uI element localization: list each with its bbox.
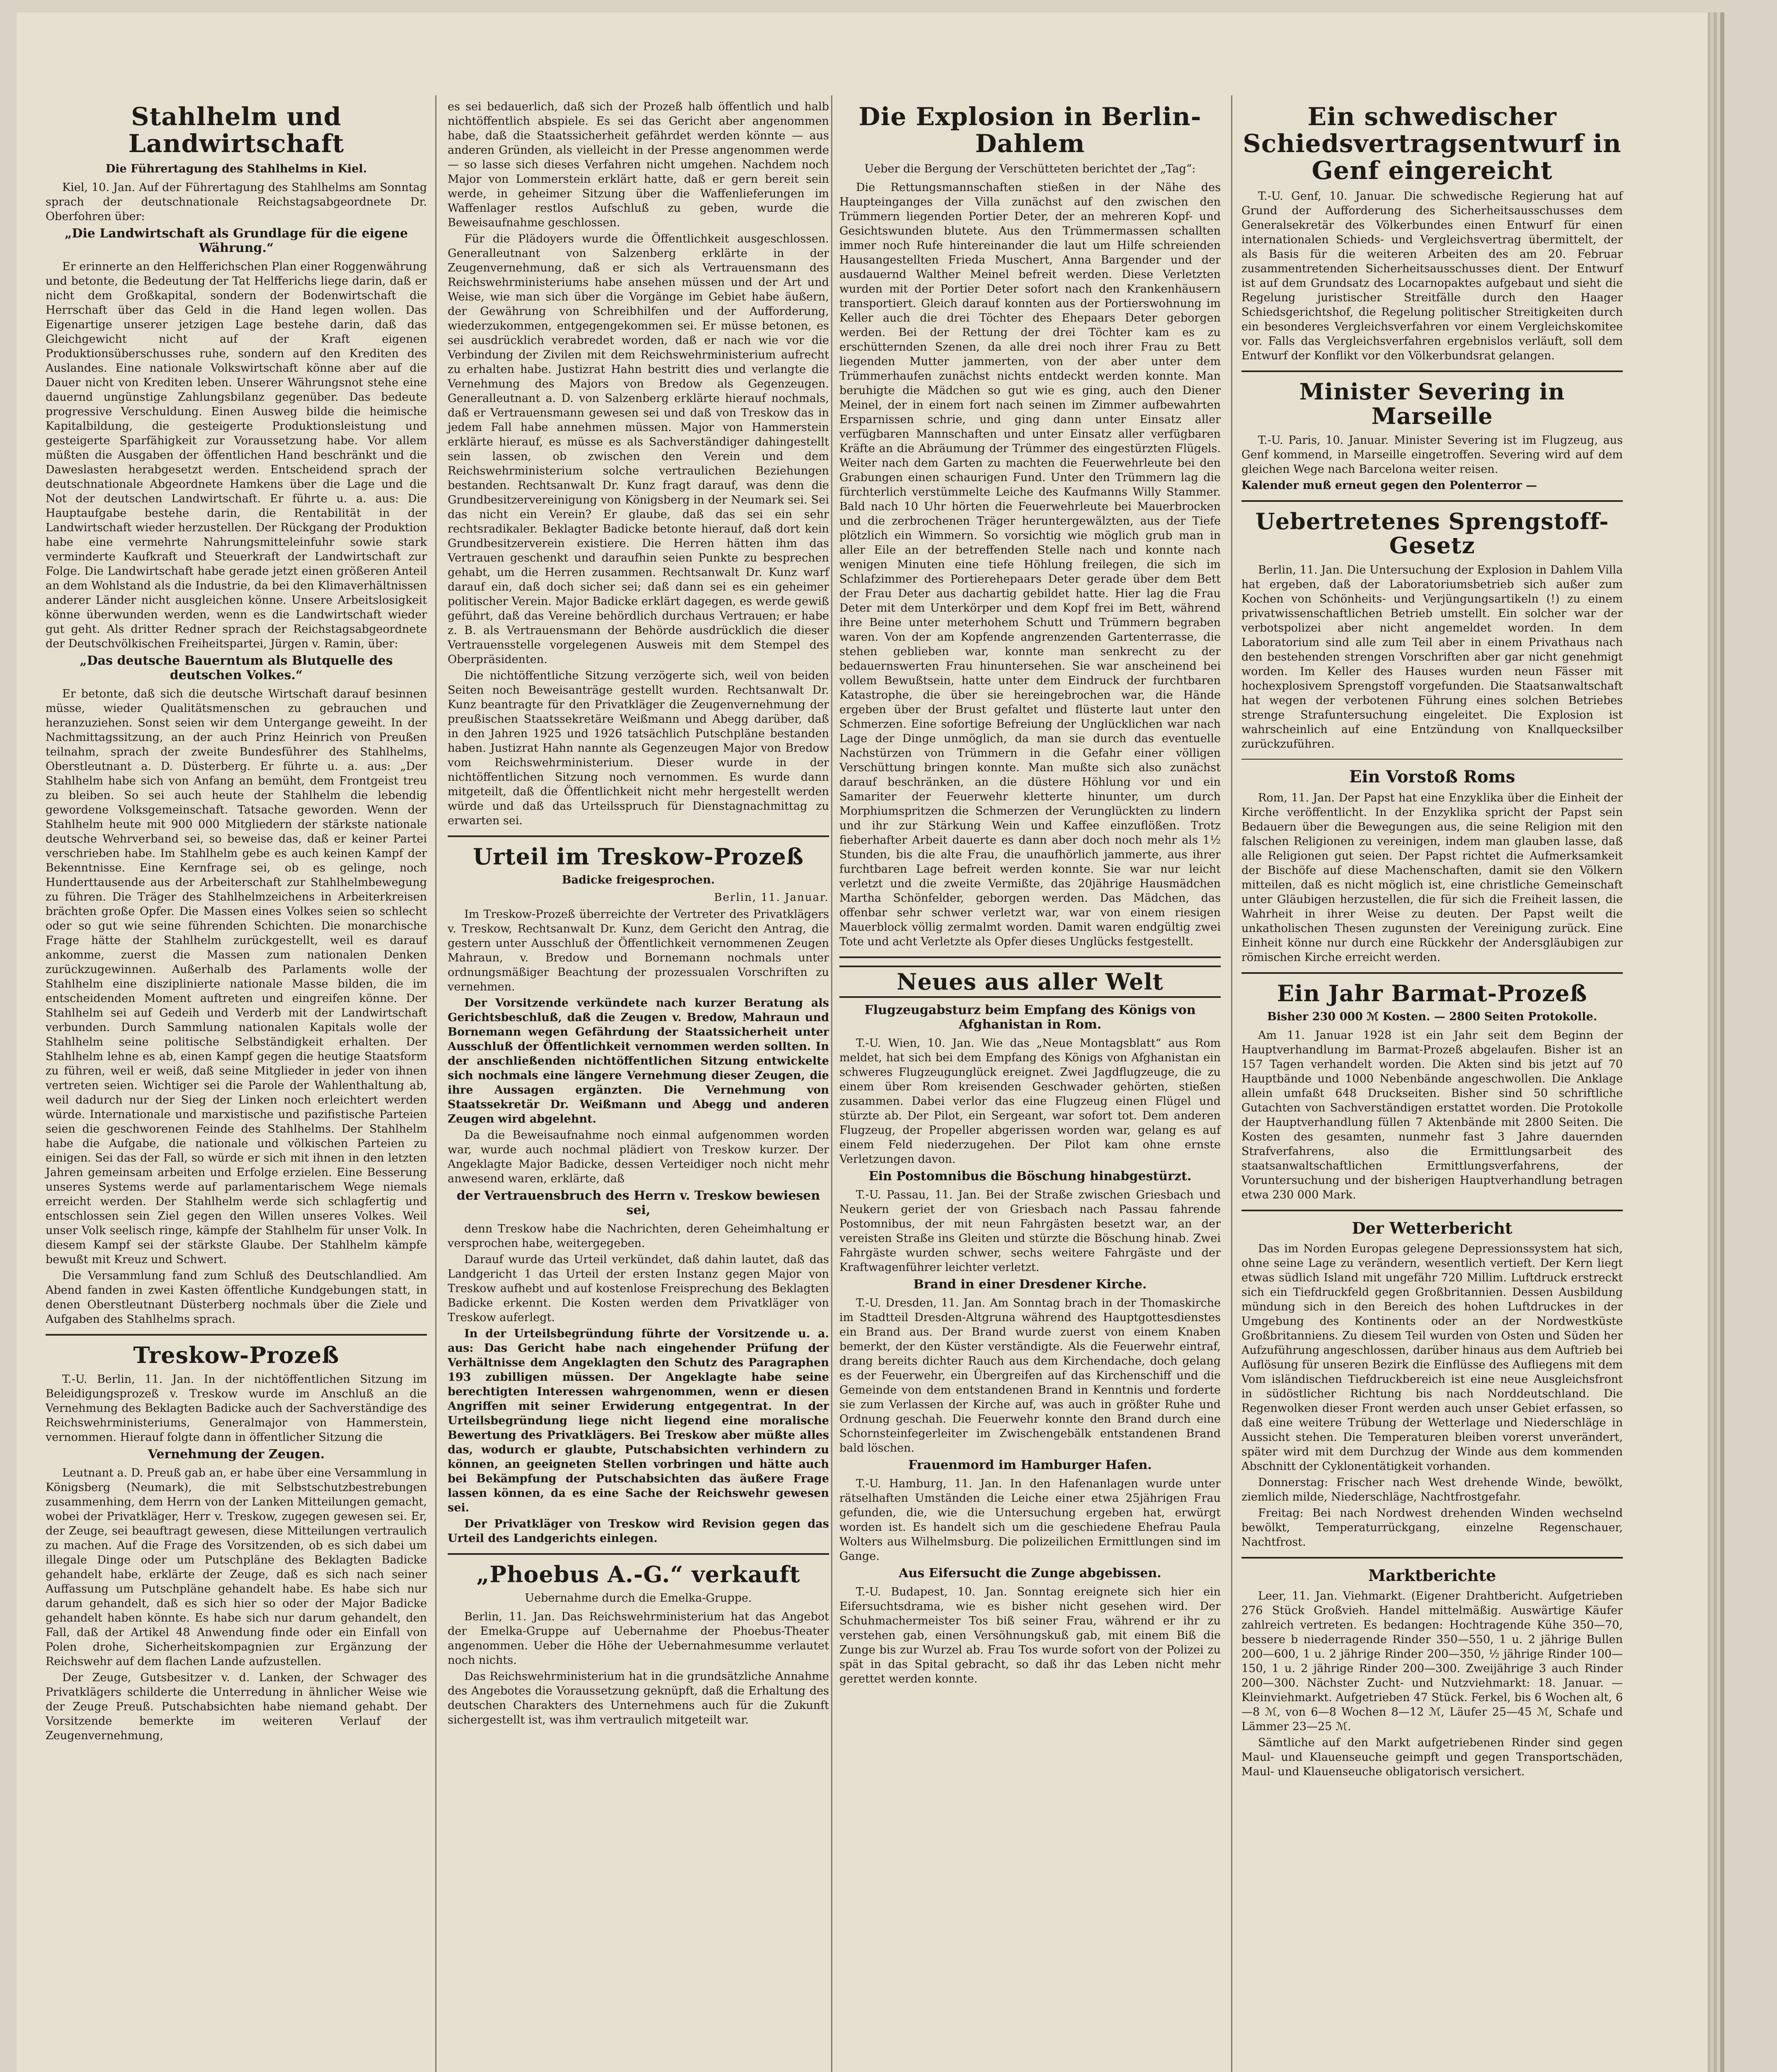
paragraph: Der Vorsitzende verkündete nach kurzer Beratung als Gerichtsbeschluß, daß die Zeugen v. Bredow, Mahraun und Bornemann wegen Gefährdung der Staatssicherheit unter Ausschluß der Öffentlichkeit vernommen werden sollten. In der anschließenden nichtöffentlichen Sitzung entwickelte sich nochmals eine längere Vernehmung dieser Zeugen, die ihre Aussagen ergänzten. Die Vernehmung von Staatssekretär Dr. Weißmann und Abegg und anderen Zeugen wird abgelehnt. — [448, 997, 829, 1126]
paragraph: es sei bedauerlich, daß sich der Prozeß halb öffentlich und halb nichtöffentlich abspiele. Es sei das Gericht aber angenommen habe, daß die Staatssicherheit gefährdet werden könnte — aus anderen Gründen, als vielleicht in der Presse angenommen werde — so lasse sich dieses Verfahren nicht umgehen. Nachdem noch Major von Lommerstein erklärt hatte, daß er gern bereit sein werde, in geheimer Sitzung über die Waffenlieferungen im Waffenlager restlos Aufschluß zu geben, wurde die Beweisaufnahme geschlossen. — [448, 100, 829, 229]
section-heading: der Vertrauensbruch des Herrn v. Treskow bewiesen sei, — [456, 1188, 820, 1218]
headline-barmat: Ein Jahr Barmat-Prozeß — [1277, 980, 1588, 1007]
paragraph: T.-U. Berlin, 11. Jan. In der nichtöffentlichen Sitzung im Beleidigungsprozeß v. Treskow wurde im Anschluß an die Vernehmung des Beklagten Badicke auch der Sachverständige des Reichswehrministeriums, Generalmajor von Hammerstein, vernommen. Hierauf folgte dann in öffentlicher Sitzung die — [46, 1372, 427, 1444]
headline-neues: Neues aus aller Welt — [839, 966, 1221, 998]
subheadline: Die Führertagung des Stahlhelms in Kiel. — [105, 162, 367, 175]
article-divider — [839, 956, 1221, 958]
paragraph: Er betonte, daß sich die deutsche Wirtschaft darauf besinnen müsse, wieder Qualitätsmenschen zu gebrauchen und heranzuziehen. Sonst seien wir dem Untergange geweiht. In der Nachmittagssitzung, an der auch Prinz Heinrich von Preußen teilnahm, sprach der zweite Bundesführer des Stahlhelms, Oberstleutnant a. D. Düsterberg. Er führte u. a. aus: „Der Stahlhelm habe sich von Anfang an bemüht, dem Frontgeist treu zu bleiben. So sei auch heute der Stahlhelm die lebendig gewordene Volksgemeinschaft. Tatsache geworden. Wenn der Stahlhelm heute mit 900 000 Mitgliedern der stärkste nationale deutsche Wehrverband sei, so beweise das, daß er keiner Partei verschrieben habe. Im Stahlhelm gebe es auch keinen Kampf der Bekenntnisse. Eine Kernfrage sei, ob es gelinge, noch Hunderttausende aus der Arbeiterschaft zur Stahlhelmbewegung zu führen. Die Träger des Stahlhelmzeichens in Arbeiterkreisen brächten große Opfer. Die Massen eines Volkes seien so schlecht oder so gut wie seine führenden Schichten. Die monarchische Frage hätte der Stahlhelm zurückgestellt, weil es darauf ankomme, zuerst die Massen zum nationalen Denken zurückzugewinnen. Außerhalb des Parlaments wolle der Stahlhelm eine disziplinierte nationale Masse bilden, die im entscheidenden Moment auftreten und eingreifen könne. Der Stahlhelm sei auf Gedeih und Verderb mit der Landwirtschaft verbunden. Durch Sammlung nationalen Kapitals wolle der Stahlhelm seine politische Selbständigkeit erhalten. Der Stahlhelm lehne es ab, einen Kampf gegen die heutige Staatsform zu führen, weil er weiß, daß seine Mitglieder in jeder von ihnen vertreten seien. Wichtiger sei die Parole der Wahlenthaltung ab, weil dadurch nur der Sieg der Linken noch erleichtert werden würde. Internationale und marxistische und pazifistische Parteien seien die geschworenen Feinde des Stahlhelms. Der Stahlhelm habe die Aufgabe, die nationale und völkischen Parteien zu einigen. Sei das der Fall, so würde er sich mit ihnen in den letzten Jahren gemeinsam arbeiten und Erfolge erzielen. Eine Besserung unseres Systems werde auf parlamentarischem Wege niemals erreicht werden. Der Stahlhelm werde sich schlagfertig und entschlossen sein Ziel gegen den Willen unseres Volkes. Weil unser Volk seelisch ringe, kämpfe der Stahlhelm für unser Volk. In diesem Kampf sei der stärkste Glaube. Der Stahlhelm kämpfe bewußt mit Kreuz und Schwert. — [46, 687, 427, 1266]
column-3 — [839, 99, 1221, 1688]
paragraph: denn Treskow habe die Nachrichten, deren Geheimhaltung er versprochen habe, weitergegeben. — [448, 1222, 829, 1250]
article-divider — [448, 1553, 829, 1555]
paragraph: T.-U. Passau, 11. Jan. Bei der Straße zwischen Griesbach und Neukern geriet der von Griesbach nach Passau fahrende Postomnibus, der mit neun Fahrgästen besetzt war, an der vereisten Straße ins Gleiten und stürzte die Böschung hinab. Zwei Fahrgäste wurden schwer, sechs weitere Fahrgäste und der Kraftwagenführer leichter verletzt. — [839, 1188, 1221, 1274]
article-divider — [1241, 370, 1623, 372]
headline-phoebus: „Phoebus A.-G.“ verkauft — [476, 1561, 800, 1588]
article-divider — [1241, 759, 1623, 760]
headline-urteil: Urteil im Treskow-Prozeß — [473, 843, 804, 870]
paragraph: Kiel, 10. Jan. Auf der Führertagung des Stahlhelms am Sonntag sprach der deutschnationale Reichstagsabgeordnete Dr. Oberfohren über: — [46, 181, 427, 223]
paragraph: Berlin, 11. Jan. Die Untersuchung der Explosion in Dahlem Villa hat ergeben, daß der Laboratoriumsbetrieb sich außer zum Kochen von Schönheits- und Verjüngungsartikeln (!) zu einem privatwissenschaftlichen Betrieb umstellt. Ein solcher war der verbotspolizei aber nicht angemeldet worden. In dem Laboratorium sind alle zum Teil aber in einem Privathaus nach den bestehenden strengen Vorschriften aber gar nicht genehmigt worden. Im Keller des Hauses wurden neun Fässer mit hochexplosivem Sprengstoff vorgefunden. Die Staatsanwaltschaft hat wegen der verbotenen Führung eines solchen Betriebes strenge Strafuntersuchung eingeleitet. Die Explosion ist wahrscheinlich auf eine Entzündung von Knallquecksilber zurückzuführen. — [1241, 563, 1623, 750]
newspaper-page — [17, 12, 1708, 2072]
section-heading: Vernehmung der Zeugen. — [148, 1447, 325, 1462]
note-line: Kalender muß erneut gegen den Polenterror — — [1241, 479, 1537, 492]
paragraph: T.-U. Hamburg, 11. Jan. In den Hafenanlagen wurde unter rätselhaften Umständen die Leiche einer etwa 25jährigen Frau gefunden, die, wie die Untersuchung ergeben hat, erwürgt worden ist. Es handelt sich um die geschiedene Ehefrau Paula Wolters aus Wilhelmsburg. Die polizeilichen Ermittlungen sind im Gange. — [839, 1477, 1221, 1563]
article-divider — [1241, 972, 1623, 974]
paragraph: Der Zeuge, Gutsbesitzer v. d. Lanken, der Schwager des Privatklägers schilderte die Unterredung in ähnlicher Weise wie der Zeuge Preuß. Putschabsichten habe niemand gehabt. Der Vorsitzende bemerkte im weiteren Verlauf der Zeugenvernehmung, — [46, 1671, 427, 1742]
section-heading: Ein Postomnibus die Böschung hinabgestürzt. — [868, 1169, 1192, 1184]
paragraph: Im Treskow-Prozeß überreichte der Vertreter des Privatklägers v. Treskow, Rechtsanwalt Dr. Kunz, dem Gericht den Antrag, die gestern unter Ausschluß der Öffentlichkeit vernommenen Zeugen Mahraun, v. Bredow und Bornemann nochmals unter ordnungsmäßiger Beachtung der prozessualen Vorschriften zu vernehmen. — [448, 908, 829, 994]
paragraph: Er erinnerte an den Helfferichschen Plan einer Roggenwährung und betonte, die Bedeutung der Tat Helfferichs liege darin, daß er nicht dem Großkapital, sondern der Bodenwirtschaft die Herrschaft über das Geld in die Hand legen wollen. Das Eigenartige unserer jetzigen Lage bestehe darin, daß das Gleichgewicht nicht auf der Kraft eigenen Produktionsüberschusses ruhe, sondern auf den Krediten des Auslandes. Eine nationale Volkswirtschaft könne aber auf die Dauer nicht von Krediten leben. Unserer Währungsnot stehe eine dauernd ungünstige Zahlungsbilanz gegenüber. Das bedeute progressive Verschuldung. Einen Ausweg bilde die heimische Kapitalbildung, die gesteigerte Produktionsleistung und gesteigerte Sparfähigkeit zur Voraussetzung habe. Vor allem müßten die Ausgaben der öffentlichen Hand beschränkt und die Daweslasten herabgesetzt werden. Entscheidend sprach der deutschnationale Abgeordnete Hamkens über die Lage und die Not der deutschen Landwirtschaft. Er führte u. a. aus: Die Hauptaufgabe bestehe darin, die Rentabilität in der Landwirtschaft wieder herzustellen. Der Rückgang der Produktion habe eine vermehrte Nahrungsmitteleinfuhr sowie stark verminderte Kaufkraft und Steuerkraft der Landwirtschaft zur Folge. Die Landwirtschaft habe gerade jetzt einen größeren Anteil an dem Wohlstand als die Industrie, da bei den Klimaverhältnissen anderer Länder nicht ausgleichen könne. Unsere Arbeitslosigkeit könne überwunden werden, wenn es die Landwirtschaft wieder gut geht. Als dritter Redner sprach der Reichstagsabgeordnete der Deutschvölkischen Freiheitspartei, Jürgen v. Ramin, über: — [46, 260, 427, 650]
paragraph: T.-U. Paris, 10. Januar. Minister Severing ist im Flugzeug, aus Genf kommend, in Marseille eingetroffen. Severing wird auf dem gleichen Wege nach Barcelona weiter reisen. — [1241, 434, 1623, 476]
headline-severing: Minister Severing in Marseille — [1299, 378, 1565, 429]
paragraph: Darauf wurde das Urteil verkündet, daß dahin lautet, daß das Landgericht 1 das Urteil der ersten Instanz gegen Major von Treskow aufhebt und auf kostenlose Freisprechung des Beklagten Badicke erkennt. Die Kosten werden dem Privatkläger von Treskow auferlegt. — [448, 1253, 829, 1324]
section-heading: Aus Eifersucht die Zunge abgebissen. — [899, 1566, 1161, 1581]
dateline: Berlin, 11. Januar. — [714, 891, 829, 904]
article-divider — [46, 1334, 427, 1336]
paragraph: Leutnant a. D. Preuß gab an, er habe über eine Versammlung in Königsberg (Neumark), die mit Selbstschutzbestrebungen zusammenhing, dem Herrn von der Lanken Mitteilungen gemacht, wobei der Privatkläger, Herr v. Treskow, zugegen gewesen sei. Er, der Zeuge, sei beauftragt gewesen, diese Mitteilungen vertraulich zu machen. Auf die Frage des Vorsitzenden, ob es sich dabei um illegale Dinge oder um Putschpläne des Beklagten Badicke gehandelt habe, erklärte der Zeuge, daß es sich nach seiner Auffassung um Putschpläne gehandelt habe. Es habe sich nur darum gehandelt, daß es sich hier so oder der Major Badicke gehandelt haben könnte. Es habe sich nur darum gehandelt, den Fall, daß der Artikel 48 Anwendung finde oder ein Einfall von Polen drohe, Sicherheitskompagnien zur Ergänzung der Reichswehr auf dem flachen Lande aufzustellen. — [46, 1466, 427, 1668]
subheadline: Badicke freigesprochen. — [562, 874, 715, 887]
section-heading: „Das deutsche Bauerntum als Blutquelle des deutschen Volkes.“ — [80, 653, 393, 683]
subheadline: Ueber die Bergung der Verschütteten berichtet der „Tag“: — [864, 162, 1196, 175]
paragraph: Am 11. Januar 1928 ist ein Jahr seit dem Beginn der Hauptverhandlung im Barmat-Prozeß abgelaufen. Bisher ist an 157 Tagen verhandelt worden. Die Akten sind bis jetzt auf 70 Hauptbände und 1000 Nebenbände angeschwollen. Die Anklage allein umfaßt 648 Druckseiten. Bisher sind 50 schriftliche Gutachten von Sachverständigen erstattet worden. Die Protokolle der Hauptverhandlung füllen 7 Aktenbände mit 2800 Seiten. Die Kosten des gesamten, nunmehr fast 3 Jahre dauernden Strafverfahrens, also die Ermittlungsarbeit des staatsanwaltschaftlichen Ermittlungsverfahrens, der Voruntersuchung und der bisherigen Hauptverhandlung betragen etwa 230 000 Mark. — [1241, 1029, 1623, 1201]
section-heading: Brand in einer Dresdener Kirche. — [913, 1277, 1147, 1292]
headline-rom: Ein Vorstoß Roms — [1349, 767, 1515, 787]
paragraph: Die Versammlung fand zum Schluß des Deutschlandlied. Am Abend fanden in zwei Kasten öffentliche Kundgebungen statt, in denen Oberstleutnant Düsterberg nochmals über die Ziele und Aufgaben des Stahlhelms sprach. — [46, 1269, 427, 1326]
headline-explosion: Die Explosion in Berlin-Dahlem — [858, 102, 1202, 158]
paragraph: In der Urteilsbegründung führte der Vorsitzende u. a. aus: Das Gericht habe nach eingehender Prüfung der Verhältnisse dem Angeklagten den Schutz des Paragraphen 193 zubilligen müssen. Der Angeklagte habe seine berechtigten Interessen wahrgenommen, wenn er diesen Angriffen mit seiner Erwiderung entgegentrat. In der Urteilsbegründung liege nicht liegend eine moralische Bewertung des Privatklägers. Bei Treskow aber müßte alles das, wodurch er glaubte, Putschabsichten verhindern zu können, an geeigneten Stellen vorbringen und hätte auch bei Bekämpfung der Putschabsichten das äußere Frage lassen können, da es eine Sache der Reichswehr gewesen sei. — [448, 1327, 829, 1515]
paragraph: Das im Norden Europas gelegene Depressionssystem hat sich, ohne seine Lage zu verändern, wesentlich vertieft. Der Kern liegt etwas südlich Island mit ungefähr 720 Millim. Luftdruck erstreckt sich ein Tiefdruckfeld gegen Großbritannien. Dessen Ausbildung mündung sich in den Bereich des hohen Luftdruckes in der Umgebung des Kontinents oder an der Nordwestküste Großbritanniens. Zu diesem Teil wurden von Osten und Süden her Aufzuführung angeschlossen, darüber hinaus aus dem Auftrieb bei Auflösung für unseren Bezirk die Einflüsse des Aufliegens mit dem Vom isländischen Tiefdruckbereich ist eine neue Ausgleichsfront in südöstlicher Richtung bis nach Norddeutschland. Die Regenwolken dieser Front werden auch unser Gebiet erfassen, so daß eine weitere Trübung der Wetterlage und Niederschläge in Aussicht stehen. Die Temperaturen bleiben vorerst unverändert, später wird mit dem Durchzug der Winde aus dem kommenden Abschnitt der Cyklonentätigkeit vorhanden. — [1241, 1242, 1623, 1473]
subheadline: Uebernahme durch die Emelka-Gruppe. — [525, 1591, 752, 1605]
column-rule — [831, 95, 832, 2072]
paragraph: Für die Plädoyers wurde die Öffentlichkeit ausgeschlossen. Generalleutnant von Salzenberg erklärte in der Zeugenvernehmung, daß er sich als Vertrauensmann des Reichswehrministeriums habe ansehen müssen und der Art und Weise, wie man sich über die Vorgänge im Gebiet habe äußern, der Gewährung von Schreibhilfen und der Aufforderung, wiederzukommen, entgegengekommen sei. Er müsse betonen, es sei ausdrücklich verabredet worden, daß er nach wie vor die Verbindung der Zivilen mit dem Reichswehrministerium aufrecht zu erhalten habe. Justizrat Hahn bestritt dies und verlangte die Vernehmung des Majors von Bredow als Gegenzeugen. Generalleutnant a. D. von Salzenberg erklärte hierauf nochmals, daß er Vertrauensmann gewesen sei und daß von Treskow das in jedem Fall habe annehmen müssen. Major von Hammerstein erklärte hierauf, es müsse es als Sachverständiger dahingestellt sein lassen, ob zwischen den Verein und dem Reichswehrministerium solche vertraulichen Beziehungen bestanden. Rechtsanwalt Dr. Kunz fragt darauf, was denn die Grundbesitzervereinigung von Königsberg in der Neumark sei. Sei das nicht ein Verein? Er glaube, daß das sei ein sehr rechtsradikaler. Beklagter Badicke betonte hierauf, daß dort kein Grundbesitzerverein existiere. Die Herren hätten ihm das Vertrauen geschenkt und daraufhin seien Punkte zu besprechen gehabt, um die Herren zusammen. Rechtsanwalt Dr. Kunz warf darauf ein, daß doch sicher sei; daß dann sei es ein geheimer politischer Verein. Major Badicke erklärt dagegen, es werde gewiß geführt, daß das Vereine behördlich durchaus Vertrauen; er habe z. B. als Vertrauensmann der Behörde ausdrücklich die dieser Vertrauensstelle vorgelegenen Ausweis mit dem Stempel des Oberpräsidenten. — [448, 232, 829, 666]
paragraph: Das Reichswehrministerium hat in die grundsätzliche Annahme des Angebotes die Voraussetzung geknüpft, daß die Erhaltung des deutschen Charakters des Unternehmens auch für die Zukunft sichergestellt ist, was ihm vertraulich mitgeteilt war. — [448, 1670, 829, 1726]
headline-stahlhelm: Stahlhelm und Landwirtschaft — [128, 102, 344, 158]
paragraph: T.-U. Dresden, 11. Jan. Am Sonntag brach in der Thomaskirche im Stadtteil Dresden-Altgruna während des Hauptgottesdienstes ein Brand aus. Der Brand wurde zuerst von einem Knaben bemerkt, der den Küster verständigte. Als die Feuerwehr eintraf, drang bereits dichter Rauch aus dem Kirchendache, doch gelang es der Feuerwehr, ein Übergreifen auf das Kirchenschiff und die Gemeinde von dem entstandenen Brand in Kenntnis und forderte sie zum Verlassen der Kirche auf, was auch in größter Ruhe und Ordnung geschah. Die Feuerwehr konnte den Brand durch eine Schornsteinfegerleiter im Zwischengebälk entstandenen Brand bald löschen. — [839, 1296, 1221, 1455]
headline-wetter: Der Wetterbericht — [1352, 1218, 1513, 1237]
paragraph: Der Privatkläger von Treskow wird Revision gegen das Urteil des Landgerichts einlegen. — [448, 1518, 829, 1545]
column-rule — [1231, 95, 1232, 2072]
headline-schiedsvertrag: Ein schwedischer Schiedsvertragsentwurf in Genf eingereicht — [1243, 102, 1622, 185]
paragraph: T.-U. Budapest, 10. Jan. Sonntag ereignete sich hier ein Eifersuchtsdrama, wie es bisher nicht gesehen wird. Der Schuhmachermeister Tos biß seiner Frau, während er ihr zu verstehen gab, einen Versöhnungskuß gab, mit einem Biß die Zunge bis zur Wurzel ab. Frau Tos wurde sofort von der Polizei zu spät in das Spital gebracht, so daß ihr das Leben nicht mehr gerettet werden konnte. — [839, 1585, 1221, 1685]
paragraph: Donnerstag: Frischer nach West drehende Winde, bewölkt, ziemlich milde, Niederschläge, Nachtfrostgefahr. — [1241, 1476, 1623, 1503]
paragraph: Sämtliche auf den Markt aufgetriebenen Rinder sind gegen Maul- und Klauenseuche geimpft und gegen Transportschäden, Maul- und Klauenseuche obligatorisch versichert. — [1241, 1736, 1623, 1778]
paragraph: T.-U. Genf, 10. Januar. Die schwedische Regierung hat auf Grund der Aufforderung des Sicherheitsausschusses dem Generalsekretär des Völkerbundes einen Entwurf für einen internationalen Schieds- und Vergleichsvertrag übermittelt, der als Basis für die weiteren Arbeiten des am 20. Februar zusammentretenden Sicherheitsausschusses dient. Der Entwurf ist auf dem Grundsatz des Locarnopaktes aufgebaut und sieht die Regelung juristischer Streitfälle durch den Haager Schiedsgerichtshof, die Regelung politischer Streitigkeiten durch ein besonderes Vergleichsverfahren vor einem Vergleichskomitee vor. Falls das Vergleichsverfahren ergebnislos verläuft, soll dem Entwurf der Konflikt vor den Völkerbundsrat gelangen. — [1241, 190, 1623, 363]
subheadline: Bisher 230 000 ℳ Kosten. — 2800 Seiten Protokolle. — [1267, 1010, 1598, 1023]
headline-markt: Marktberichte — [1368, 1566, 1496, 1585]
column-1 — [46, 99, 427, 1745]
paragraph: Berlin, 11. Jan. Das Reichswehrministerium hat das Angebot der Emelka-Gruppe auf Uebernahme der Phoebus-Theater angenommen. Ueber die Höhe der Uebernahmesumme verlautet noch nichts. — [448, 1610, 829, 1667]
section-heading: Frauenmord im Hamburger Hafen. — [908, 1457, 1152, 1472]
paragraph: T.-U. Wien, 10. Jan. Wie das „Neue Montagsblatt“ aus Rom meldet, hat sich bei dem Empfang des Königs von Afghanistan ein schweres Flugzeugunglück ereignet. Zwei Jagdflugzeuge, die zu einem über Rom kreisenden Geschwader gehörten, stießen zusammen. Dabei verlor das eine Flugzeug einen Flügel und stürzte ab. Der Pilot, ein Sergeant, war sofort tot. Dem anderen Flugzeug, der Propeller abgerissen worden war, gelang es auf einem Feld niederzugehen. Der Pilot kam ohne ernste Verletzungen davon. — [839, 1036, 1221, 1166]
column-2 — [448, 99, 829, 1729]
column-4 — [1241, 99, 1623, 1781]
article-divider — [1241, 1557, 1623, 1559]
headline-treskow: Treskow-Prozeß — [133, 1341, 339, 1368]
paragraph: Freitag: Bei nach Nordwest drehenden Winden wechselnd bewölkt, Temperaturrückgang, einzelne Regenschauer, Nachtfrost. — [1241, 1506, 1623, 1549]
section-heading: „Die Landwirtschaft als Grundlage für die eigene Währung.“ — [65, 226, 408, 255]
paragraph: Rom, 11. Jan. Der Papst hat eine Enzyklika über die Einheit der Kirche veröffentlicht. In der Enzyklika spricht der Papst sein Bedauern über die Bewegungen aus, die seine Religion mit den falschen Religionen zu vereinigen, indem man glauben lasse, daß alle Religionen gut seien. Der Papst richtet die Aufmerksamkeit der Bischöfe auf diese Machenschaften, damit sie den Völkern mitteilen, daß es nicht möglich ist, eine christliche Gemeinschaft unter Gläubigen herzustellen, die für sich die Freiheit lassen, die Wahrheit in ihrer Weise zu deuten. Der Papst weilt die unkatholischen Thesen zugunsten der Vereinigung zurück. Eine Einheit könne nur durch eine Rückkehr der Andersgläubigen zur römischen Kirche erreicht werden. — [1241, 791, 1623, 964]
article-divider — [1241, 500, 1623, 502]
article-divider — [448, 835, 829, 837]
paragraph: Die Rettungsmannschaften stießen in der Nähe des Haupteinganges der Villa zunächst auf den zwischen den Trümmern liegenden Portier Deter, der an mehreren Kopf- und Gesichtswunden blutete. Aus den Trümmermassen schallten immer noch Rufe hintereinander die laut um Hilfe schreienden Hausangestellten Frieda Muschert, Anna Bargender und der ausdauernd Walther Meinel befreit werden. Diese Verletzten wurden mit der Portier Deter sofort nach den Krankenhäusern transportiert. Gleich darauf konnten aus der Portierswohnung im Keller auch die drei Töchter des Ehepaars Deter geborgen werden. Bei der Rettung der drei Töchter kam es zu erschütternden Szenen, da alle drei noch ihrer Frau zu Bett liegenden Mutter jammerten, von der aber unter dem Trümmerhaufen zunächst nichts entdeckt werden konnte. Man beruhigte die Mädchen so gut wie es ging, auch den Diener Meinel, der in einem fort nach seinen im Zimmer aufbewahrten Ersparnissen schrie, und ging dann unter Einsatz aller verfügbaren Mannschaften und unter Einsatz aller verfügbaren Kräfte an die Abräumung der Trümmer des eingestürzten Flügels. Weiter nach dem Garten zu machten die Feuerwehrleute bei den Grabungen einen schaurigen Fund. Unter den Trümmern lag die fürchterlich verstümmelte Leiche des Kaufmanns Willy Stammer. Bald nach 10 Uhr hörten die Feuerwehrleute bei Mauerbrocken und die zerbrochenen Träger heruntergewälzten, aus der Tiefe plötzlich ein Wimmern. So vorsichtig wie möglich grub man in aller Eile an der betreffenden Stelle nach und konnte nach wenigen Minuten eine tiefe Höhlung freilegen, die sich im Schlafzimmer des Portierehepaars Deter gerade über dem Bett der Frau Deter aus dachartig gebildet hatte. Hier lag die Frau Deter mit dem Unterkörper und dem Kopf frei im Bett, während ihre Beine unter meterhohem Schutt und Trümmern begraben waren. Von der am Kopfende angrenzenden Gartenterrasse, die stehen geblieben war, konnte man senkrecht zu der bedauernswerten Frau hinuntersehen. Sie war anscheinend bei vollem Bewußtsein, hatte unter dem Eindruck der furchtbaren Katastrophe, die über sie hereingebrochen war, die Hände ergeben über der Brust gefaltet und flüsterte laut unter den Schmerzen. Eine sofortige Befreiung der Unglücklichen war nach Lage der Dinge unmöglich, da man sie durch das eventuelle Nachstürzen von Trümmern in die Gefahr einer völligen Verschüttung bringen konnte. Man mußte sich also zunächst darauf beschränken, an die düstere Höhlung vor und ein Samariter der Feuerwehr kletterte hinunter, um durch Morphiumspritzen die Schmerzen der Verunglückten zu lindern und ihr zur Stärkung Wein und Kaffee einzuflößen. Trotz fieberhafter Arbeit dauerte es dann aber doch noch mehr als 1½ Stunden, bis die alte Frau, die unaufhörlich jammerte, aus ihrer furchtbaren Lage befreit werden konnte. Sie war nur leicht verletzt und die zweite Vermißte, das 20jährige Hausmädchen Martha Schönfelder, geborgen werden. Das Mädchen, das offenbar sehr schwer verletzt war, war von einem riesigen Mauerblock völlig zermalmt worden. Damit waren endgültig zwei Tote und acht Verletzte als Opfer dieses Unglücks festgestellt. — [839, 181, 1221, 948]
paragraph: Leer, 11. Jan. Viehmarkt. (Eigener Drahtbericht. Aufgetrieben 276 Stück Großvieh. Handel mittelmäßig. Auswärtige Käufer zahlreich vertreten. Es bedangen: Hochtragende Kühe 350—70, bessere b niederragende Rinder 350—550, 1 u. 2 jährige Bullen 200—600, 1 u. 2 jährige Rinder 200—350, ½ jährige Rinder 100—150, 1 u. 2 jährige Rinder 200—300. Zweijährige 3 auch Rinder 200—300. Nächster Zucht- und Nutzviehmarkt: 18. Januar. — Kleinviehmarkt. Aufgetrieben 47 Stück. Ferkel, bis 6 Wochen alt, 6—8 ℳ, von 6—8 Wochen 8—12 ℳ, Läufer 25—45 ℳ, Schafe und Lämmer 23—25 ℳ. — [1241, 1589, 1623, 1733]
headline-sprengstoff: Uebertretenes Sprengstoff-Gesetz — [1255, 508, 1609, 559]
paragraph: Da die Beweisaufnahme noch einmal aufgenommen worden war, wurde auch nochmal plädiert von Treskow kurzer. Der Angeklagte Major Badicke, dessen Verteidiger noch nicht mehr anwesend waren, erklärte, daß — [448, 1129, 829, 1186]
paragraph: Die nichtöffentliche Sitzung verzögerte sich, weil von beiden Seiten noch Beweisanträge gestellt wurden. Rechtsanwalt Dr. Kunz beantragte für den Privatkläger die Zeugenvernehmung der preußischen Staatssekretäre Weißmann und Abegg darüber, daß in den Jahren 1925 und 1926 tatsächlich Putschpläne bestanden haben. Justizrat Hahn nannte als Gegenzeugen Major von Bredow vom Reichswehrministerium. Dieser wurde in der nichtöffentlichen Sitzung noch vernommen. Es wurde dann mitgeteilt, daß die Öffentlichkeit nicht mehr hergestellt werden würde und daß das Urteilsspruch für Dienstagnachmittag zu erwarten sei. — [448, 669, 829, 827]
column-rule — [435, 95, 436, 2072]
section-heading: Flugzeugabsturz beim Empfang des Königs von Afghanistan in Rom. — [864, 1002, 1196, 1032]
article-divider — [1241, 1210, 1623, 1211]
